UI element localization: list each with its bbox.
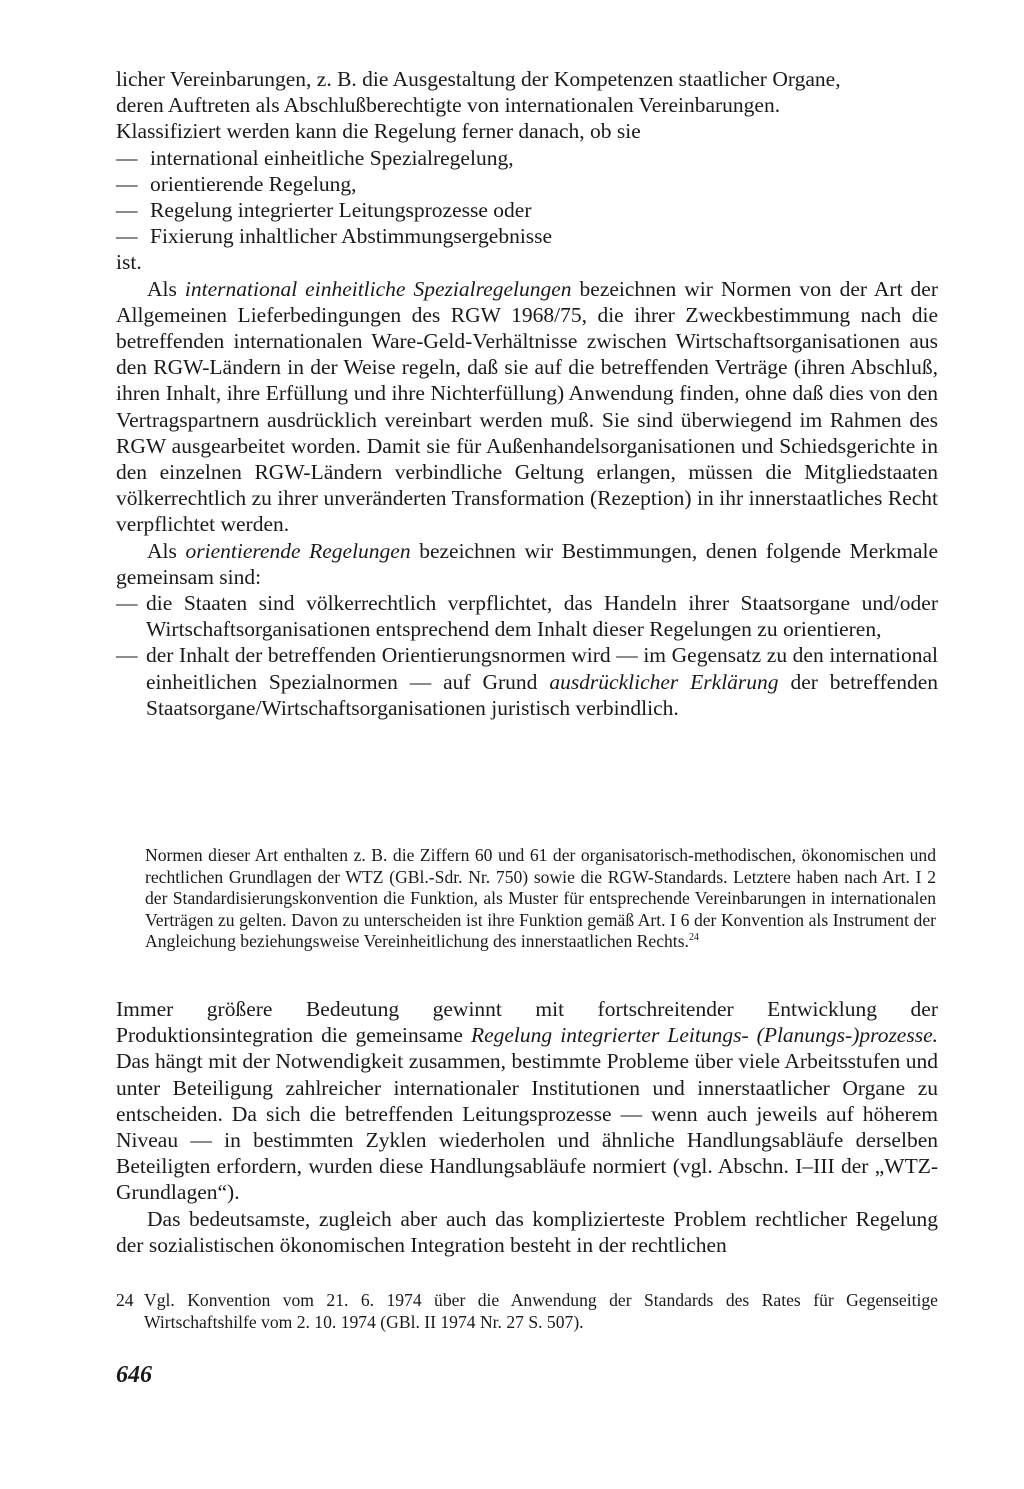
list-item: — Regelung integrierter Leitungsprozesse oder xyxy=(116,197,938,223)
paragraph-spezialregelungen xyxy=(116,276,938,538)
footnote-text: Vgl. Konvention vom 21. 6. 1974 über die Anwendung der Standards des Rates für Gegenseitige Wirtschaftshilfe vom 2. 10. 1974 (GBl. II 1974 Nr. 27 S. 507). xyxy=(144,1290,938,1332)
intro-line-3: Klassifiziert werden kann die Regelung ferner danach, ob sie xyxy=(116,119,641,144)
intro-line-2: deren Auftreten als Abschlußberechtigte von internationalen Vereinbarungen. xyxy=(116,93,781,118)
paragraph-lead: Als xyxy=(147,538,177,563)
list-item xyxy=(116,642,938,721)
small-print-note xyxy=(145,845,936,953)
footnote-number: 24 xyxy=(116,1290,134,1310)
main-text-block xyxy=(116,66,938,721)
paragraph-lead: Immer größere Bedeutung gewinnt mit fortschreitender Entwicklung der Produktionsintegration die gemeinsame xyxy=(116,997,938,1048)
footnote xyxy=(116,1290,938,1333)
italic-term: ausdrücklicher Erklärung xyxy=(549,669,779,694)
classification-list xyxy=(116,145,938,250)
paragraph-text: bezeichnen wir Normen von der Art der Allgemeinen Lieferbedingungen des RGW 1968/75, die ihrer Zweckbestimmung nach die betreffenden internationalen Ware-Geld-Verhältnisse zwischen Wirtschaftsorganisationen aus den RGW-Ländern in der Weise regeln, daß sie auf die betreffenden Verträge (ihren Abschluß, ihren Inhalt, ihre Erfüllung und ihre Nichterfüllung) Anwendung finden, ohne daß dies von den Vertragspartnern ausdrücklich vereinbart werden muß. Sie sind überwiegend im Rahmen des RGW ausgearbeitet worden. Damit sie für Außenhandelsorganisationen und Schiedsgerichte in den einzelnen RGW-Ländern verbindliche Geltung erlangen, müssen die Mitgliedstaaten völkerrechtlich zu ihrer unveränderten Transformation (Rezeption) in ihr innerstaatliches Recht verpflichtet werden. xyxy=(116,276,939,537)
italic-term: international einheitliche Spezialregelungen xyxy=(184,276,572,301)
paragraph-last: Das bedeutsamste, zugleich aber auch das komplizierteste Problem rechtlicher Regelung der sozialistischen ökonomischen Integration besteht in der rechtlichen xyxy=(116,1206,938,1257)
main-text-block-2 xyxy=(116,996,938,1258)
italic-term: orientierende Regelungen xyxy=(185,538,411,563)
page-number: 646 xyxy=(116,1362,152,1388)
paragraph-text: bezeichnen wir Bestimmungen, denen folgende Merkmale gemeinsam sind: xyxy=(116,538,939,589)
paragraph-orientierende xyxy=(116,538,938,590)
paragraph-text: Das hängt mit der Notwendigkeit zusammen, bestimmte Probleme über viele Arbeitsstufen und unter Beteiligung zahlreicher internationaler Institutionen und innerstaatlicher Organe zu entscheiden. Da sich die betreffenden Leitungsprozesse — wenn auch jeweils auf höherem Niveau — in bestimmten Zyklen wiederholen und ähnliche Handlungsabläufe derselben Beteiligten erfordern, wurden diese Handlungsabläufe normiert (vgl. Abschn. I–III der „WTZ-Grundlagen“). xyxy=(116,1049,938,1205)
list-item: — Fixierung inhaltlicher Abstimmungsergebnisse xyxy=(116,223,938,249)
list-item: — international einheitliche Spezialregelung, xyxy=(116,145,938,171)
paragraph-integrierte-prozesse xyxy=(116,996,938,1206)
list-item-text: der Inhalt der betreffenden Orientierungsnormen wird — im Gegensatz zu den international einheitlichen Spezialnormen — auf Grund xyxy=(146,643,938,694)
list-end: ist. xyxy=(116,250,142,275)
features-list xyxy=(116,590,938,721)
list-item: — die Staaten sind völkerrechtlich verpflichtet, das Handeln ihrer Staatsorgane und/oder Wirtschaftsorganisationen entsprechend dem Inhalt dieser Regelungen zu orientieren, xyxy=(116,590,938,642)
italic-term: Regelung integrierter Leitungs- (Planungs-)prozesse. xyxy=(470,1023,939,1048)
list-item: — orientierende Regelung, xyxy=(116,171,938,197)
list-item-text: der betreffenden Staatsorgane/Wirtschaftsorganisationen juristisch verbindlich. xyxy=(146,669,939,720)
paragraph-lead: Als xyxy=(147,276,177,301)
note-text: Normen dieser Art enthalten z. B. die Ziffern 60 und 61 der organisatorisch-methodischen, ökonomischen und rechtlichen Grundlagen der WTZ (GBl.-Sdr. Nr. 750) sowie die RGW-Standards. Letztere haben nach Art. I 2 der Standardisierungskonvention die Funktion, als Muster für entsprechende Vereinbarungen in internationalen Verträgen zu gelten. Davon zu unterscheiden ist ihre Funktion gemäß Art. I 6 der Konvention als Instrument der Angleichung beziehungsweise Vereinheitlichung des innerstaatlichen Rechts. xyxy=(145,845,936,952)
intro-line-1: licher Vereinbarungen, z. B. die Ausgestaltung der Kompetenzen staatlicher Organe, xyxy=(116,67,841,91)
footnote-reference[interactable]: 24 xyxy=(688,932,699,944)
